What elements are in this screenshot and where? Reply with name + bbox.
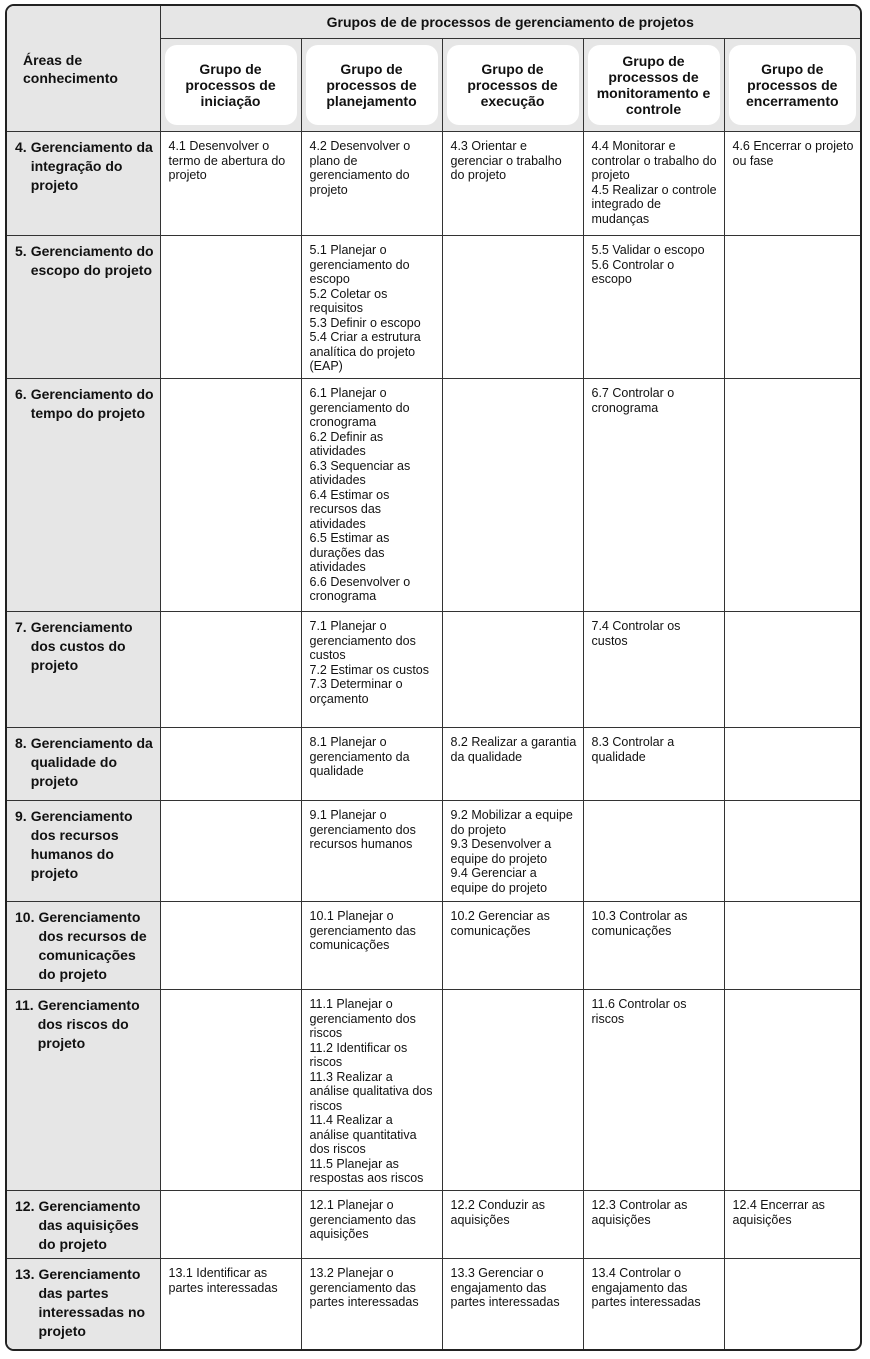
process-cell-iniciacao: [160, 379, 301, 612]
process-cell-encerramento: [724, 612, 860, 728]
process-cell-planejamento: [301, 728, 442, 801]
process-item: 6.2 Definir as atividades: [309, 429, 384, 458]
knowledge-area-row: [7, 990, 860, 1191]
process-item: 6.7 Controlar o cronograma: [591, 386, 675, 415]
process-item: 5.5 Validar o escopo: [591, 243, 705, 257]
area-number: 9.: [15, 808, 27, 824]
process-item: 11.1 Planejar o gerenciamento dos riscos: [309, 997, 416, 1040]
process-matrix-table: [7, 6, 860, 1351]
group-header-planejamento: [301, 39, 442, 132]
knowledge-area-cell: [7, 990, 160, 1191]
process-item: 9.4 Gerenciar a equipe do projeto: [450, 866, 548, 895]
process-item: 13.4 Controlar o engajamento das partes interessadas: [591, 1266, 701, 1309]
process-item: 8.3 Controlar a qualidade: [591, 735, 675, 764]
knowledge-area-cell: [7, 612, 160, 728]
group-header-execucao: [442, 39, 583, 132]
knowledge-area-row: [7, 728, 860, 801]
process-cell-monitoramento: [583, 1191, 724, 1259]
process-cell-iniciacao: [160, 728, 301, 801]
process-cell-planejamento: [301, 236, 442, 379]
process-item: 11.5 Planejar as respostas aos riscos: [309, 1156, 424, 1185]
process-item: 8.1 Planejar o gerenciamento da qualidade: [309, 735, 410, 778]
process-item: 6.4 Estimar os recursos das atividades: [309, 487, 390, 531]
process-item: 9.1 Planejar o gerenciamento dos recursos humanos: [309, 808, 416, 851]
process-item: 4.1 Desenvolver o termo de abertura do projeto: [168, 139, 286, 182]
process-cell-planejamento: [301, 990, 442, 1191]
process-item: 5.1 Planejar o gerenciamento do escopo: [309, 243, 410, 286]
area-name: Gerenciamento das aquisições do projeto: [38, 1198, 141, 1252]
process-cell-planejamento: [301, 801, 442, 902]
process-cell-execucao: [442, 132, 583, 236]
process-cell-execucao: [442, 1259, 583, 1352]
process-cell-encerramento: [724, 1259, 860, 1352]
group-header-label: Grupo de processos de encerramento: [729, 45, 857, 125]
knowledge-area-cell: [7, 379, 160, 612]
area-number: 7.: [15, 619, 27, 635]
group-header-label: Grupo de processos de execução: [447, 45, 579, 125]
process-cell-monitoramento: [583, 612, 724, 728]
area-name: Gerenciamento da qualidade do projeto: [30, 735, 153, 789]
process-cell-monitoramento: [583, 236, 724, 379]
process-cell-monitoramento: [583, 132, 724, 236]
process-item: 11.2 Identificar os riscos: [309, 1040, 408, 1069]
knowledge-area-row: [7, 132, 860, 236]
process-cell-planejamento: [301, 379, 442, 612]
process-item: 4.2 Desenvolver o plano de gerenciamento do projeto: [309, 139, 411, 197]
process-cell-encerramento: [724, 236, 860, 379]
process-item: 12.4 Encerrar as aquisições: [732, 1198, 825, 1227]
process-item: 13.3 Gerenciar o engajamento das partes interessadas: [450, 1266, 560, 1309]
process-item: 12.1 Planejar o gerenciamento das aquisições: [309, 1198, 416, 1241]
process-cell-encerramento: [724, 132, 860, 236]
groups-title: Grupos de de processos de gerenciamento de projetos: [160, 6, 860, 39]
process-cell-execucao: [442, 728, 583, 801]
process-item: 11.6 Controlar os riscos: [591, 997, 687, 1026]
knowledge-area-row: [7, 902, 860, 990]
process-cell-execucao: [442, 801, 583, 902]
process-cell-planejamento: [301, 132, 442, 236]
process-cell-execucao: [442, 902, 583, 990]
group-header-label: Grupo de processos de planejamento: [306, 45, 438, 125]
process-cell-planejamento: [301, 1259, 442, 1352]
process-cell-execucao: [442, 379, 583, 612]
process-item: 9.3 Desenvolver a equipe do projeto: [450, 837, 552, 866]
process-cell-planejamento: [301, 1191, 442, 1259]
knowledge-area-cell: [7, 1191, 160, 1259]
knowledge-area-cell: [7, 1259, 160, 1352]
area-number: 11.: [15, 997, 34, 1013]
area-name: Gerenciamento dos recursos humanos do projeto: [30, 808, 133, 881]
knowledge-area-cell: [7, 132, 160, 236]
area-number: 12.: [15, 1198, 35, 1214]
process-item: 6.1 Planejar o gerenciamento do cronograma: [309, 386, 410, 429]
area-name: Gerenciamento dos recursos de comunicações do projeto: [38, 909, 147, 982]
area-number: 4.: [15, 139, 27, 155]
process-cell-encerramento: [724, 1191, 860, 1259]
process-item: 5.6 Controlar o escopo: [591, 257, 675, 286]
process-item: 8.2 Realizar a garantia da qualidade: [450, 735, 577, 764]
area-number: 13.: [15, 1266, 35, 1282]
area-number: 6.: [15, 386, 27, 402]
knowledge-area-row: [7, 1191, 860, 1259]
knowledge-area-cell: [7, 728, 160, 801]
process-item: 10.2 Gerenciar as comunicações: [450, 909, 550, 938]
process-item: 12.3 Controlar as aquisições: [591, 1198, 688, 1227]
process-matrix-frame: [5, 4, 862, 1351]
process-item: 5.2 Coletar os requisitos: [309, 286, 388, 315]
knowledge-area-cell: [7, 902, 160, 990]
area-number: 8.: [15, 735, 27, 751]
process-cell-planejamento: [301, 902, 442, 990]
area-name: Gerenciamento do escopo do projeto: [30, 243, 154, 278]
knowledge-area-row: [7, 236, 860, 379]
process-item: 4.5 Realizar o controle integrado de mudanças: [591, 182, 717, 226]
process-item: 7.3 Determinar o orçamento: [309, 677, 403, 706]
process-cell-execucao: [442, 1191, 583, 1259]
areas-header: Áreas de conhecimento: [7, 6, 160, 132]
knowledge-area-row: [7, 612, 860, 728]
area-name: Gerenciamento dos riscos do projeto: [37, 997, 140, 1051]
group-header-label: Grupo de processos de iniciação: [165, 45, 297, 125]
process-cell-iniciacao: [160, 132, 301, 236]
process-cell-monitoramento: [583, 902, 724, 990]
process-item: 12.2 Conduzir as aquisições: [450, 1198, 546, 1227]
process-item: 13.2 Planejar o gerenciamento das partes interessadas: [309, 1266, 419, 1309]
process-item: 11.3 Realizar a análise qualitativa dos riscos: [309, 1069, 433, 1113]
knowledge-area-row: [7, 379, 860, 612]
process-item: 7.2 Estimar os custos: [309, 662, 429, 677]
process-item: 5.3 Definir o escopo: [309, 315, 421, 330]
process-item: 10.1 Planejar o gerenciamento das comunicações: [309, 909, 416, 952]
process-cell-iniciacao: [160, 902, 301, 990]
process-cell-monitoramento: [583, 801, 724, 902]
area-name: Gerenciamento das partes interessadas no projeto: [38, 1266, 146, 1339]
process-cell-execucao: [442, 990, 583, 1191]
area-number: 5.: [15, 243, 27, 259]
area-name: Gerenciamento do tempo do projeto: [30, 386, 154, 421]
knowledge-area-cell: [7, 801, 160, 902]
process-cell-monitoramento: [583, 379, 724, 612]
process-item: 6.5 Estimar as durações das atividades: [309, 531, 390, 574]
process-item: 11.4 Realizar a análise quantitativa dos riscos: [309, 1113, 417, 1156]
process-cell-execucao: [442, 236, 583, 379]
process-item: 4.3 Orientar e gerenciar o trabalho do projeto: [450, 139, 562, 182]
knowledge-area-cell: [7, 236, 160, 379]
process-cell-iniciacao: [160, 612, 301, 728]
process-cell-encerramento: [724, 728, 860, 801]
process-cell-iniciacao: [160, 1191, 301, 1259]
process-cell-iniciacao: [160, 236, 301, 379]
process-item: 7.4 Controlar os custos: [591, 619, 681, 648]
process-cell-encerramento: [724, 990, 860, 1191]
process-cell-monitoramento: [583, 728, 724, 801]
process-cell-monitoramento: [583, 1259, 724, 1352]
process-item: 10.3 Controlar as comunicações: [591, 909, 688, 938]
group-header-iniciacao: [160, 39, 301, 132]
knowledge-area-row: [7, 1259, 860, 1352]
process-cell-execucao: [442, 612, 583, 728]
area-number: 10.: [15, 909, 35, 925]
area-name: Gerenciamento dos custos do projeto: [30, 619, 133, 673]
process-cell-iniciacao: [160, 990, 301, 1191]
process-item: 6.6 Desenvolver o cronograma: [309, 574, 411, 603]
process-item: 6.3 Sequenciar as atividades: [309, 458, 411, 487]
group-header-label: Grupo de processos de monitoramento e controle: [588, 45, 720, 125]
process-cell-iniciacao: [160, 801, 301, 902]
group-header-encerramento: [724, 39, 860, 132]
process-item: 7.1 Planejar o gerenciamento dos custos: [309, 619, 416, 662]
process-cell-encerramento: [724, 902, 860, 990]
process-cell-monitoramento: [583, 990, 724, 1191]
process-cell-encerramento: [724, 801, 860, 902]
process-item: 9.2 Mobilizar a equipe do projeto: [450, 808, 573, 837]
process-item: 13.1 Identificar as partes interessadas: [168, 1266, 278, 1295]
process-cell-encerramento: [724, 379, 860, 612]
area-name: Gerenciamento da integração do projeto: [30, 139, 153, 193]
group-header-monitoramento: [583, 39, 724, 132]
knowledge-area-row: [7, 801, 860, 902]
process-item: 5.4 Criar a estrutura analítica do projeto (EAP): [309, 330, 421, 373]
process-item: 4.4 Monitorar e controlar o trabalho do projeto: [591, 139, 717, 182]
process-cell-iniciacao: [160, 1259, 301, 1352]
process-cell-planejamento: [301, 612, 442, 728]
process-item: 4.6 Encerrar o projeto ou fase: [732, 139, 854, 168]
